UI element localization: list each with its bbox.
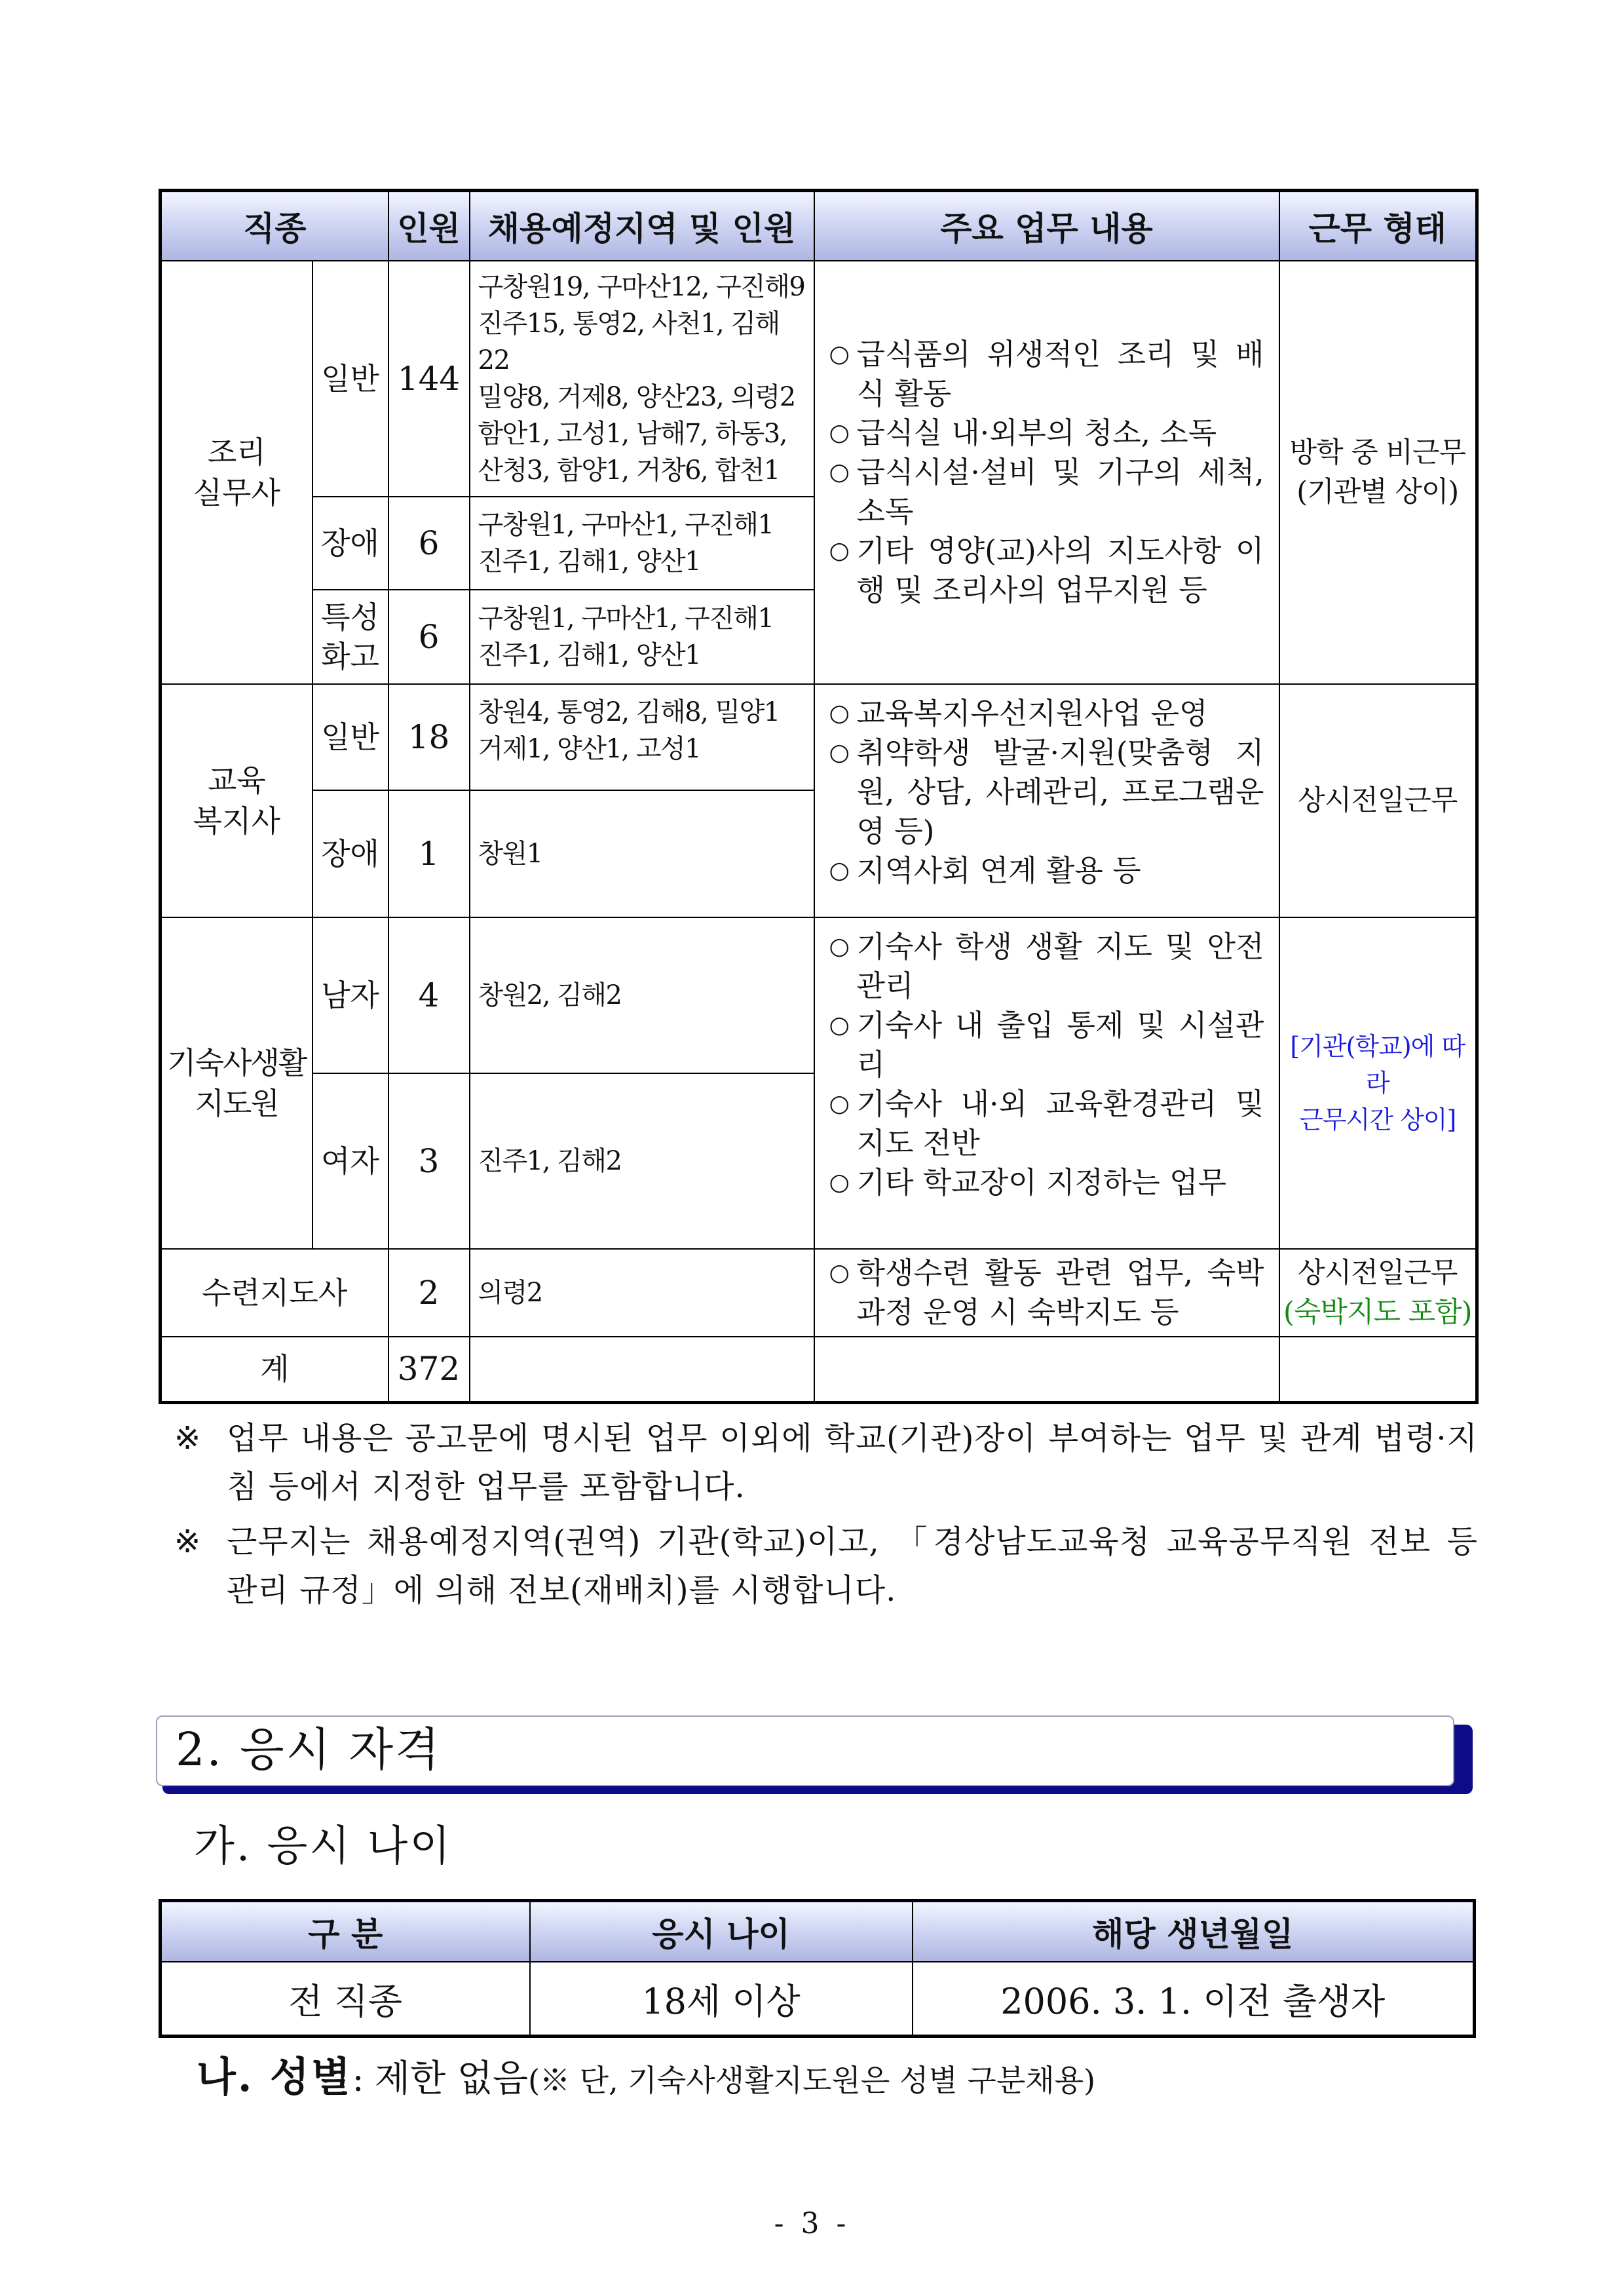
- gender-label: 나. 성별: [197, 2053, 352, 2101]
- cooking-work: [1279, 261, 1477, 684]
- cooking-special-label: [312, 590, 388, 684]
- total-empty: [1279, 1337, 1477, 1402]
- job-table: [159, 189, 1479, 1404]
- header-count: 인원: [388, 191, 470, 261]
- training-duties: [814, 1249, 1279, 1337]
- duty-item: ○ 취약학생 발굴·지원(맞춤형 지원, 상담, 사례관리, 프로그램운영 등): [829, 733, 1264, 851]
- table-row: [161, 1962, 1475, 2037]
- job-training: 수련지도사: [161, 1249, 388, 1337]
- welfare-general-label: 일반: [312, 684, 388, 790]
- region-line: 산청3, 함양1, 거창6, 합천1: [478, 455, 780, 486]
- gender-note: (※ 단, 기숙사생활지도원은 성별 구분채용): [528, 2063, 1096, 2098]
- work-line2: (기관별 상이): [1296, 476, 1459, 508]
- job-table-header: [161, 191, 1477, 261]
- training-count: 2: [388, 1249, 470, 1337]
- welfare-duties: [814, 684, 1279, 917]
- cooking-general-label: 일반: [312, 261, 388, 497]
- region-line: 창원4, 통영2, 김해8, 밀양1: [478, 697, 780, 727]
- age-table-header: [161, 1901, 1475, 1962]
- header-duties: 주요 업무 내용: [814, 191, 1279, 261]
- work-line1: 방학 중 비근무: [1289, 436, 1466, 469]
- page-number: - 3 -: [774, 2207, 850, 2240]
- region-line: 진주1, 김해1, 양산1: [478, 546, 701, 577]
- region-line: 창원1: [478, 839, 542, 869]
- job-cooking-line1: 조리: [207, 434, 266, 470]
- region-line: 구창원1, 구마산1, 구진해1: [478, 510, 774, 540]
- dorm-female-label: 여자: [312, 1073, 388, 1249]
- header-work: 근무 형태: [1279, 191, 1477, 261]
- cooking-disabled-count: 6: [388, 497, 470, 590]
- note-item: [174, 1518, 1478, 1615]
- duty-item: ○ 급식시설·설비 및 기구의 세척, 소독: [829, 453, 1264, 531]
- training-regions: 의령2: [470, 1249, 814, 1337]
- cooking-duties: [814, 261, 1279, 684]
- work-line1: 상시전일근무: [1298, 1257, 1458, 1290]
- duty-item: ○ 급식품의 위생적인 조리 및 배식 활동: [829, 335, 1264, 413]
- cooking-general-count: 144: [388, 261, 470, 497]
- duty-item: ○ 급식실 내·외부의 청소, 소독: [829, 413, 1264, 453]
- total-empty: [470, 1337, 814, 1402]
- gender-colon: :: [352, 2060, 364, 2099]
- dorm-male-label: 남자: [312, 917, 388, 1073]
- note-mark: ※: [174, 1420, 202, 1457]
- welfare-disabled-regions: [470, 790, 814, 917]
- work-line2: (숙박지도 포함): [1283, 1296, 1472, 1329]
- welfare-general-regions: [470, 684, 814, 790]
- note-text: 업무 내용은 공고문에 명시된 업무 이외에 학교(기관)장이 부여하는 업무 및 관계 법령·지침 등에서 지정한 업무를 포함합니다.: [227, 1420, 1478, 1505]
- section-title: 2. 응시 자격: [176, 1723, 442, 1776]
- cooking-general-regions: [470, 261, 814, 497]
- duty-item: ○ 기숙사 학생 생활 지도 및 안전관리: [829, 927, 1264, 1006]
- job-cooking: [161, 261, 312, 684]
- table-row: [161, 261, 1477, 497]
- dorm-female-regions: 진주1, 김해2: [470, 1073, 814, 1249]
- job-welfare-line1: 교육: [207, 763, 266, 798]
- age-header-age: 응시 나이: [530, 1901, 913, 1962]
- duty-item: ○ 기숙사 내 출입 통제 및 시설관리: [829, 1006, 1264, 1084]
- cooking-disabled-regions: [470, 497, 814, 590]
- age-cell-birthdate: 2006. 3. 1. 이전 출생자: [913, 1962, 1475, 2037]
- total-count: 372: [388, 1337, 470, 1402]
- welfare-disabled-count: 1: [388, 790, 470, 917]
- welfare-work: 상시전일근무: [1279, 684, 1477, 917]
- table-row: [161, 684, 1477, 790]
- note-mark: ※: [174, 1523, 202, 1560]
- table-row: [161, 1249, 1477, 1337]
- duty-item: ○ 기숙사 내·외 교육환경관리 및 지도 전반: [829, 1084, 1264, 1163]
- age-table: [159, 1899, 1476, 2038]
- total-row: [161, 1337, 1477, 1402]
- note-item: [174, 1414, 1478, 1511]
- gender-text: 제한 없음: [374, 2057, 529, 2100]
- dorm-male-regions: 창원2, 김해2: [470, 917, 814, 1073]
- job-welfare-line2: 복지사: [193, 803, 280, 839]
- job-dorm: [161, 917, 312, 1249]
- welfare-disabled-label: 장애: [312, 790, 388, 917]
- age-heading: 가. 응시 나이: [194, 1822, 453, 1871]
- duty-item: ○ 지역사회 연계 활용 등: [829, 851, 1264, 890]
- total-empty: [814, 1337, 1279, 1402]
- job-welfare: [161, 684, 312, 917]
- duty-item: ○ 기타 영양(교)사의 지도사항 이행 및 조리사의 업무지원 등: [829, 531, 1264, 610]
- region-line: 밀양8, 거제8, 양산23, 의령2: [478, 382, 795, 412]
- dorm-male-count: 4: [388, 917, 470, 1073]
- label-line: 특성: [321, 600, 379, 635]
- region-line: 진주1, 김해1, 양산1: [478, 640, 701, 670]
- job-dorm-line2: 지도원: [195, 1086, 278, 1121]
- age-header-category: 구 분: [161, 1901, 530, 1962]
- duty-item: ○ 교육복지우선지원사업 운영: [829, 694, 1264, 733]
- dorm-work: [1279, 917, 1477, 1249]
- note-text: 근무지는 채용예정지역(권역) 기관(학교)이고, 「경상남도교육청 교육공무직원 전보 등 관리 규정」에 의해 전보(재배치)를 시행합니다.: [227, 1523, 1478, 1609]
- cooking-disabled-label: 장애: [312, 497, 388, 590]
- region-line: 진주15, 통영2, 사천1, 김해22: [478, 309, 780, 375]
- age-cell-category: 전 직종: [161, 1962, 530, 2037]
- job-dorm-line1: 기숙사생활: [167, 1045, 307, 1081]
- section-heading: [156, 1715, 1473, 1794]
- notes: [174, 1414, 1478, 1621]
- age-cell-age: 18세 이상: [530, 1962, 913, 2037]
- gender-line: [197, 2051, 1095, 2107]
- work-line1: [기관(학교)에 따라: [1290, 1032, 1465, 1098]
- dorm-duties: [814, 917, 1279, 1249]
- age-header-birthdate: 해당 생년월일: [913, 1901, 1475, 1962]
- region-line: 거제1, 양산1, 고성1: [478, 734, 701, 764]
- header-region: 채용예정지역 및 인원: [470, 191, 814, 261]
- region-line: 함안1, 고성1, 남해7, 하동3,: [478, 419, 787, 449]
- work-line2: 근무시간 상이]: [1299, 1105, 1456, 1134]
- training-work: [1279, 1249, 1477, 1337]
- dorm-female-count: 3: [388, 1073, 470, 1249]
- header-job: 직종: [161, 191, 388, 261]
- cooking-special-regions: [470, 590, 814, 684]
- region-line: 구창원19, 구마산12, 구진해9: [478, 272, 805, 302]
- duty-item: ○ 기타 학교장이 지정하는 업무: [829, 1163, 1264, 1202]
- table-row: [161, 917, 1477, 1073]
- region-line: 구창원1, 구마산1, 구진해1: [478, 603, 774, 634]
- total-label: 계: [161, 1337, 388, 1402]
- duty-item: ○ 학생수련 활동 관련 업무, 숙박 과정 운영 시 숙박지도 등: [829, 1253, 1264, 1332]
- welfare-general-count: 18: [388, 684, 470, 790]
- job-cooking-line2: 실무사: [193, 475, 280, 510]
- label-line: 화고: [321, 639, 379, 674]
- cooking-special-count: 6: [388, 590, 470, 684]
